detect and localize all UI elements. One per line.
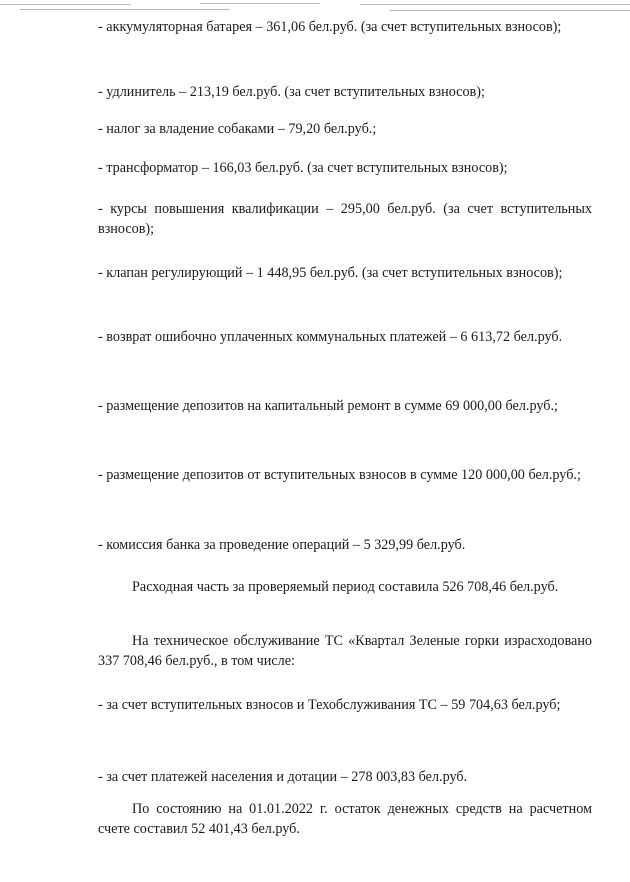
list-item-deposit-repair: - размещение депозитов на капитальный ремонт в сумме 69 000,00 бел.руб.; bbox=[98, 398, 558, 414]
balance-paragraph: По состоянию на 01.01.2022 г. остаток денежных средств на расчетном счете составил 52 401,43 бел.руб. bbox=[98, 801, 592, 837]
list-item-refund: - возврат ошибочно уплаченных коммунальных платежей – 6 613,72 бел.руб. bbox=[98, 329, 563, 345]
list-item-transformer: - трансформатор – 166,03 бел.руб. (за счет вступительных взносов); bbox=[98, 160, 508, 176]
list-item-dog-tax: - налог за владение собаками – 79,20 бел.руб.; bbox=[98, 121, 377, 137]
scan-top-edge bbox=[0, 0, 630, 14]
list-item-extension-cord: - удлинитель – 213,19 бел.руб. (за счет вступительных взносов); bbox=[98, 84, 485, 100]
list-item-deposit-fees: - размещение депозитов от вступительных взносов в сумме 120 000,00 бел.руб.; bbox=[98, 467, 581, 483]
list-item-courses: - курсы повышения квалификации – 295,00 бел.руб. (за счет вступительных взносов); bbox=[98, 201, 592, 237]
expense-paragraph: Расходная часть за проверяемый период составила 526 708,46 бел.руб. bbox=[132, 579, 559, 595]
list-item-bank-commission: - комиссия банка за проведение операций – 5 329,99 бел.руб. bbox=[98, 537, 466, 553]
sub-item-fees-maintenance: - за счет вступительных взносов и Техобслуживания ТС – 59 704,63 бел.руб; bbox=[98, 697, 561, 713]
maintenance-paragraph: На техническое обслуживание ТС «Квартал Зеленые горки израсходовано 337 708,46 бел.руб., в том числе: bbox=[98, 633, 592, 669]
list-item-battery: - аккумуляторная батарея – 361,06 бел.руб. (за счет вступительных взносов); bbox=[98, 19, 562, 35]
sub-item-population-payments: - за счет платежей населения и дотации – 278 003,83 бел.руб. bbox=[98, 769, 468, 785]
list-item-valve: - клапан регулирующий – 1 448,95 бел.руб. (за счет вступительных взносов); bbox=[98, 265, 563, 281]
